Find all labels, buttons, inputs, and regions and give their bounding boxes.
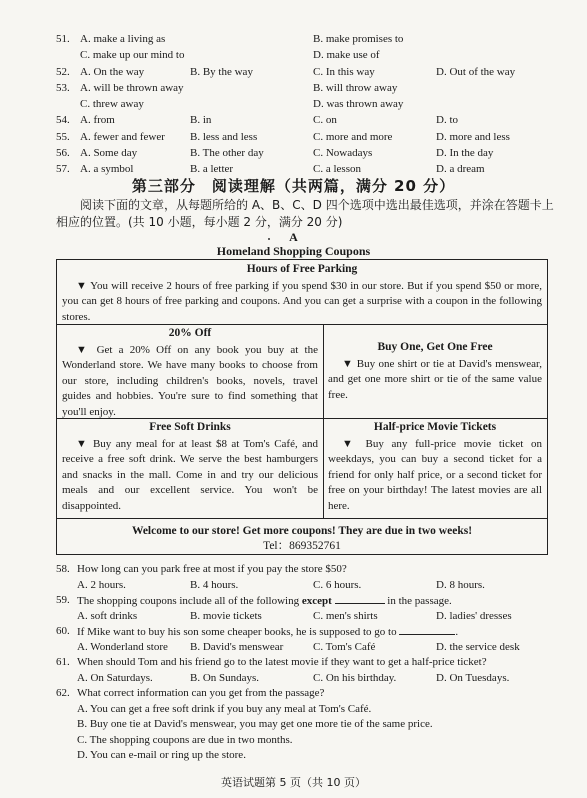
option: B. less and less — [190, 130, 258, 143]
option: D. Out of the way — [436, 65, 516, 78]
option: A. On the way — [80, 65, 145, 78]
option: A. a symbol — [80, 163, 134, 176]
option: D. On Tuesdays. — [436, 671, 510, 684]
coupon-soft-drinks — [57, 418, 323, 518]
option-row — [56, 145, 556, 161]
option: C. on — [313, 114, 337, 127]
option: C. make up our mind to — [80, 49, 185, 62]
option: A. from — [80, 114, 115, 127]
option: D. 8 hours. — [436, 578, 485, 591]
option: D. In the day — [436, 147, 494, 160]
option: B. will throw away — [313, 81, 398, 94]
question-59 — [56, 593, 556, 624]
option-row — [56, 96, 556, 112]
question-62 — [56, 686, 556, 764]
question-number: 54. — [56, 114, 70, 127]
passage-title: Homeland Shopping Coupons — [216, 244, 371, 258]
question-number: 55. — [56, 130, 70, 143]
option: A. 2 hours. — [77, 578, 126, 591]
option: C. 6 hours. — [313, 578, 362, 591]
option: B. Buy one tie at David's menswear, you may get one more tie of the same price. — [77, 718, 433, 730]
option: B. David's menswear — [190, 640, 284, 653]
option: B. By the way — [190, 65, 253, 78]
option: C. men's shirts — [313, 609, 378, 622]
option: D. to — [436, 114, 458, 127]
option: D. ladies' dresses — [436, 609, 512, 622]
option: D. was thrown away — [313, 98, 404, 111]
option: D. the service desk — [436, 640, 520, 653]
option-row — [56, 47, 556, 63]
coupon-title: Half-price Movie Tickets — [373, 421, 497, 433]
option: D. You can e-mail or ring up the store. — [77, 749, 246, 761]
divider — [57, 518, 547, 519]
option-row — [56, 129, 556, 145]
option: C. Tom's Café — [313, 640, 376, 653]
question-number: 61. — [56, 656, 70, 668]
option: D. more and less — [436, 130, 510, 143]
coupon-text: ▼ Buy any meal for at least $8 at Tom's Café, and receive a free soft drink. We serve the best hamburgers and snacks in the mall. Come in and try our delicious meals and our excellent service. You won't be disappointed. — [62, 437, 318, 512]
option: B. a letter — [190, 163, 234, 176]
question-58 — [56, 562, 556, 593]
question-number: 60. — [56, 625, 70, 637]
option: A. You can get a free soft drink if you buy any meal at Tom's Café. — [77, 702, 372, 715]
coupon-title: Buy One, Get One Free — [377, 341, 493, 353]
option: A. Some day — [80, 147, 138, 160]
option: B. movie tickets — [190, 609, 262, 622]
option-row — [56, 64, 556, 80]
welcome-banner — [57, 524, 547, 554]
option: D. a dream — [436, 163, 485, 176]
coupon-text: ▼ You will receive 2 hours of free parking if you spend $30 in our store. But if you spend $50 or more, you can get 8 hours of free parking and coupons. And you can get a surprise with a coupon in the following stores. — [62, 279, 542, 323]
coupon-box — [56, 259, 548, 555]
cloze-options — [56, 31, 556, 178]
telephone: Tel：869352761 — [263, 540, 341, 552]
option: B. The other day — [190, 147, 264, 160]
option-row — [56, 80, 556, 96]
questions — [56, 562, 556, 764]
option: A. On Saturdays. — [77, 671, 153, 684]
coupon-20-off — [57, 324, 323, 419]
option: C. On his birthday. — [313, 671, 397, 684]
coupon-title: 20% Off — [168, 327, 212, 339]
question-keyword: except — [301, 595, 332, 607]
coupon-title: Hours of Free Parking — [246, 263, 358, 275]
question-text-end: . — [455, 626, 459, 638]
coupon-text: ▼ Buy one shirt or tie at David's menswear, and get one more shirt or tie of the same value free. — [328, 357, 542, 401]
answer-blank — [399, 624, 455, 635]
option-row — [56, 31, 556, 47]
option: B. in — [190, 114, 212, 127]
option: A. soft drinks — [77, 609, 138, 622]
question-text-end: in the passage. — [384, 595, 452, 607]
question-number: 51. — [56, 33, 70, 45]
question-number: 53. — [56, 81, 70, 94]
question-text: If Mike want to buy his son some cheaper books, he is supposed to go to — [77, 626, 397, 638]
option-row — [56, 112, 556, 128]
question-60 — [56, 624, 556, 655]
question-text: How long can you park free at most if you pay the store $50? — [77, 563, 347, 575]
question-text: What correct information can you get from the passage? — [77, 687, 325, 699]
question-61 — [56, 655, 556, 686]
option: C. threw away — [80, 98, 144, 111]
question-text: When should Tom and his friend go to the latest movie if they want to get a half-price ticket? — [77, 656, 487, 668]
section-title: 第三部分 阅读理解（共两篇，满分 20 分） — [131, 177, 456, 195]
coupon-buy-one — [323, 324, 547, 419]
instructions: 阅读下面的文章，从每题所给的 A、B、C、D 四个选项中选出最佳选项，并涂在答题卡上相应的位置。(共 10 小题，每小题 2 分，满分 20 分) — [56, 198, 554, 229]
option: C. In this way — [313, 65, 375, 78]
question-number: 59. — [56, 594, 70, 606]
coupon-parking — [57, 260, 547, 326]
option: A. make a living as — [80, 33, 166, 45]
question-number: 52. — [56, 65, 70, 78]
option: B. make promises to — [313, 33, 404, 45]
question-number: 56. — [56, 147, 70, 160]
coupon-text: ▼ Get a 20% Off on any book you buy at the Wonderland store. We have many books to choose from our store, including children's books, novels, travel guides and hobbies. You're sure to find something that you'll enjoy. — [62, 343, 318, 418]
option: A. fewer and fewer — [80, 130, 165, 143]
coupon-text: ▼ Buy any full-price movie ticket on weekdays, you can buy a second ticket for a friend for only half price, or a second ticket for free on your birthday! The latest movies are all here. — [328, 437, 542, 512]
option: C. Nowadays — [313, 147, 373, 160]
coupon-title: Free Soft Drinks — [149, 421, 231, 433]
question-text: The shopping coupons include all of the following — [77, 595, 302, 607]
option: C. a lesson — [313, 163, 361, 176]
option: A. Wonderland store — [77, 640, 168, 653]
option: A. will be thrown away — [80, 81, 184, 94]
answer-blank — [335, 593, 385, 604]
question-number: 62. — [56, 687, 70, 699]
option: C. The shopping coupons are due in two months. — [77, 733, 293, 746]
coupon-movie-tickets — [323, 418, 547, 518]
page-footer: 英语试题第 5 页（共 10 页） — [221, 776, 366, 789]
option: B. 4 hours. — [190, 578, 239, 591]
option: C. more and more — [313, 130, 393, 143]
passage-letter: A — [289, 230, 298, 244]
question-number: 58. — [56, 563, 70, 575]
option: B. On Sundays. — [190, 671, 260, 684]
question-number: 57. — [56, 163, 70, 176]
welcome-text: Welcome to our store! Get more coupons! They are due in two weeks! — [131, 525, 473, 537]
option: D. make use of — [313, 49, 380, 62]
